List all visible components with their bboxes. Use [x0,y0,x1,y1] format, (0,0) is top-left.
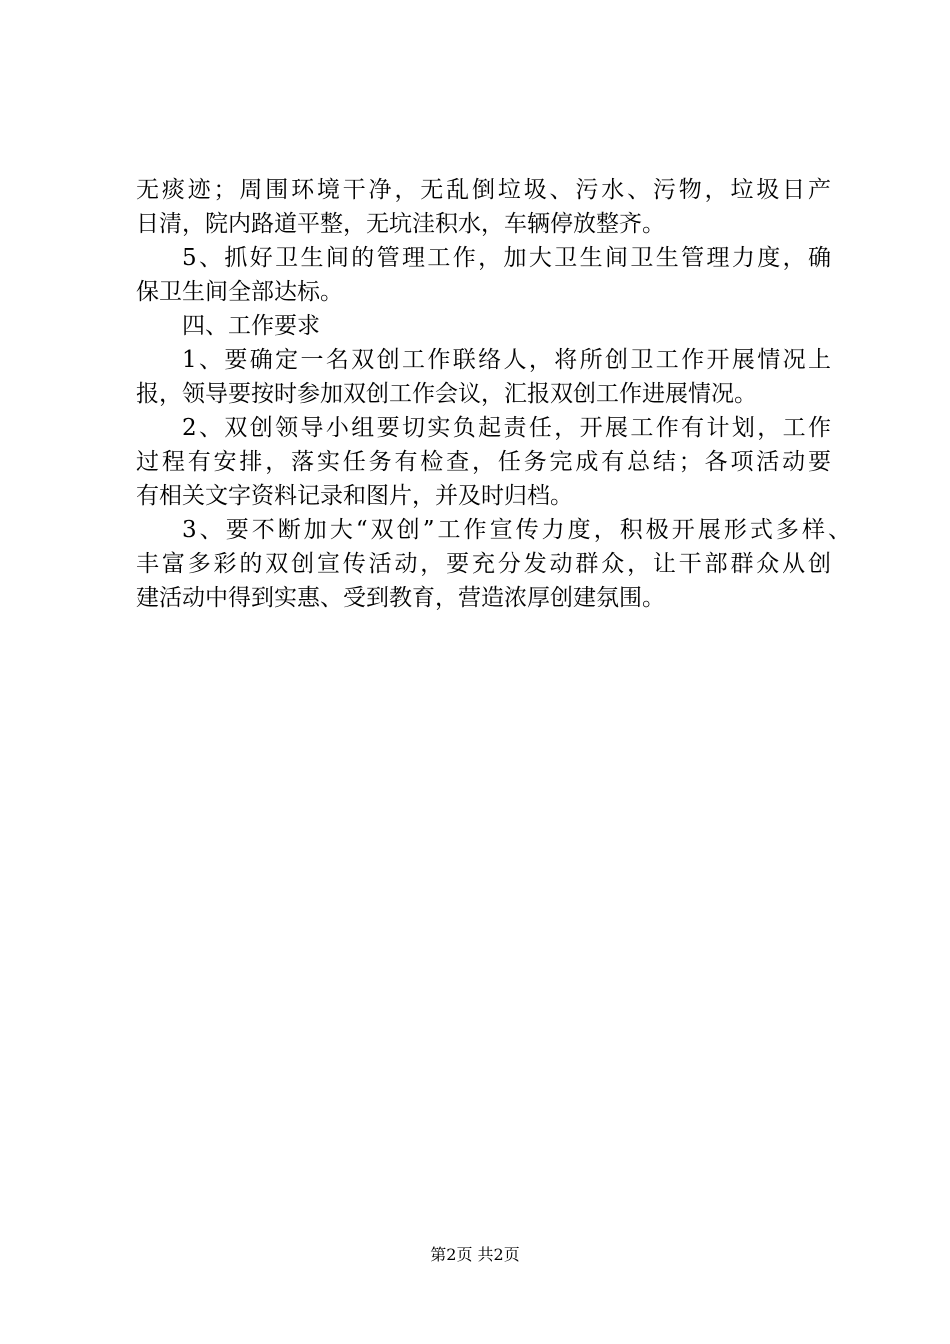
paragraph-line: 过程有安排，落实任务有检查，任务完成有总结；各项活动要 [136,449,831,475]
page-footer: 第2页 共2页 [430,1245,520,1264]
paragraph-line: 无痰迹；周围环境干净，无乱倒垃圾、污水、污物，垃圾日产 [136,177,831,203]
paragraph-line: 1、要确定一名双创工作联络人，将所创卫工作开展情况上 [182,347,831,373]
paragraph-line: 5、抓好卫生间的管理工作，加大卫生间卫生管理力度，确 [182,245,831,271]
paragraph-line: 2、双创领导小组要切实负起责任，开展工作有计划，工作 [182,415,831,441]
paragraph-line: 丰富多彩的双创宣传活动，要充分发动群众，让干部群众从创 [136,551,831,577]
paragraph-line: 建活动中得到实惠、受到教育，营造浓厚创建氛围。 [136,585,665,611]
paragraph-line: 报，领导要按时参加双创工作会议，汇报双创工作进展情况。 [136,381,757,407]
paragraph-line: 3、要不断加大“双创”工作宣传力度，积极开展形式多样、 [182,517,851,543]
paragraph-line: 有相关文字资料记录和图片，并及时归档。 [136,483,573,509]
paragraph-line: 保卫生间全部达标。 [136,279,343,305]
paragraph-line: 日清，院内路道平整，无坑洼积水，车辆停放整齐。 [136,211,665,237]
section-heading: 四、工作要求 [182,313,320,339]
